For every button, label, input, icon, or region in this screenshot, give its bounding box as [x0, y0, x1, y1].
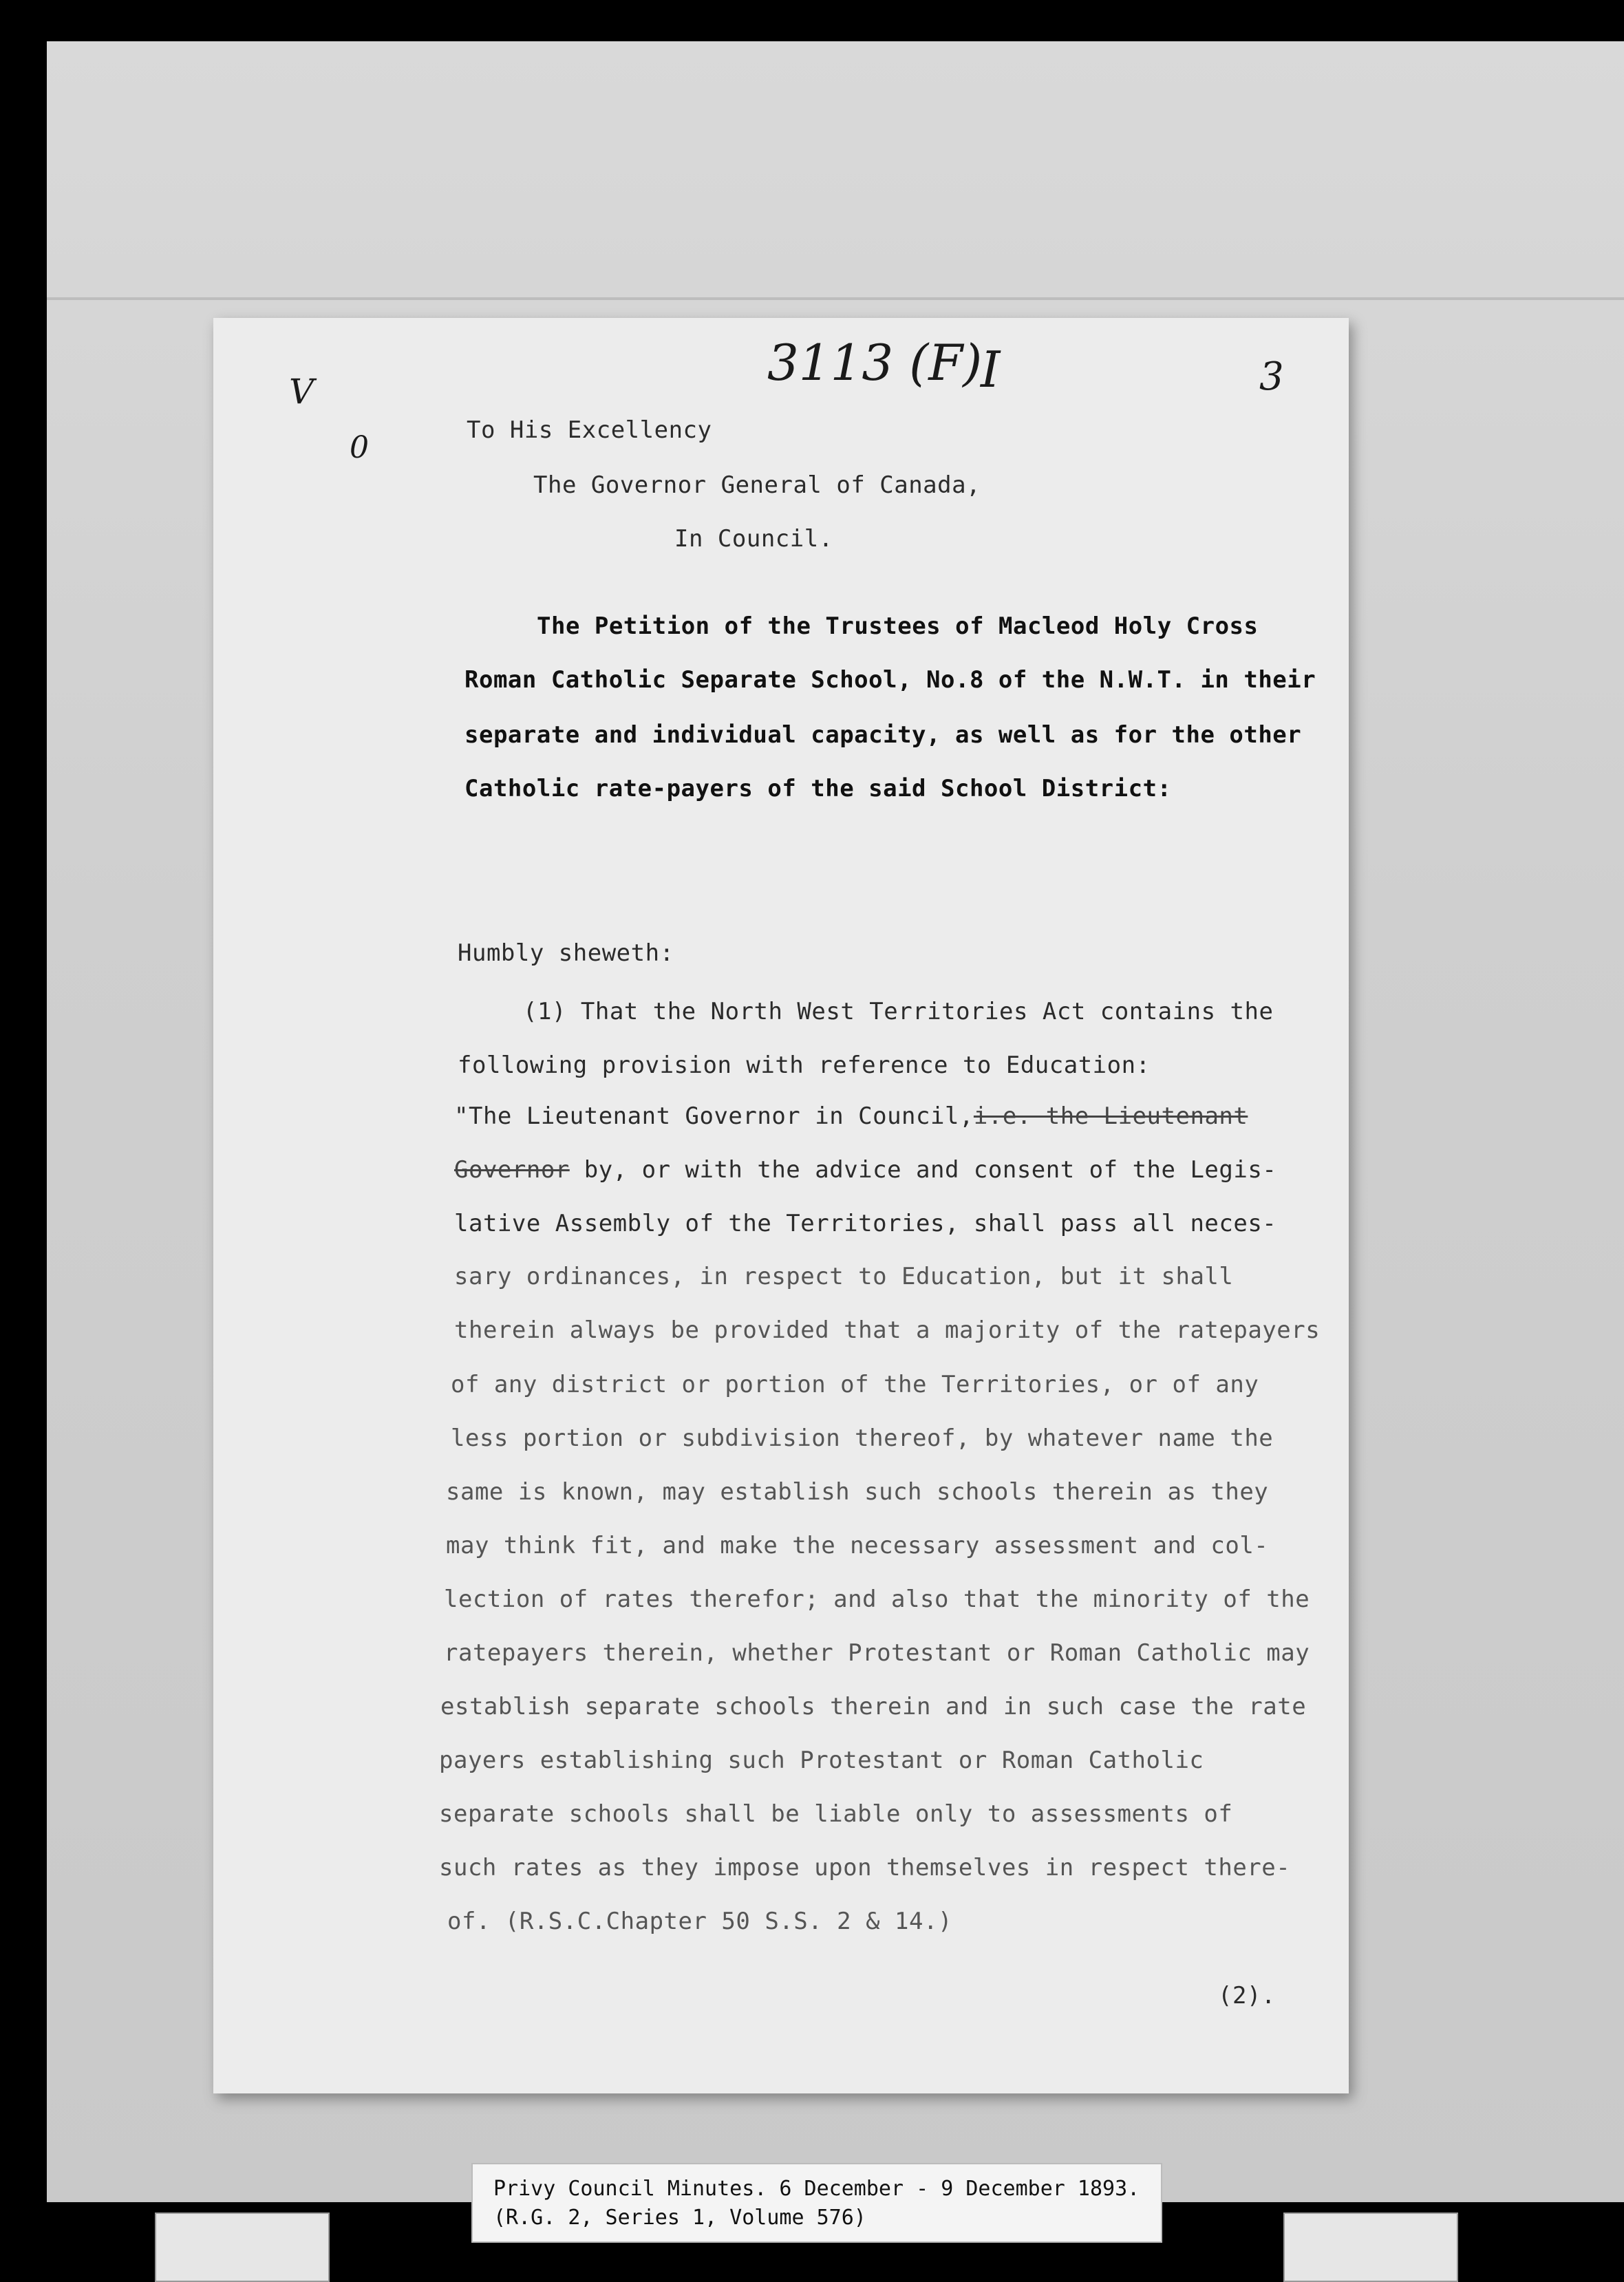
caption-line-2: (R.G. 2, Series 1, Volume 576) — [493, 2206, 866, 2230]
body-line-3-text: "The Lieutenant Governor in Council, — [454, 1102, 974, 1130]
body-line-2: following provision with reference to Education: — [458, 1052, 1151, 1079]
body-line-5: lative Assembly of the Territories, shall pass all neces- — [454, 1210, 1277, 1237]
body-line-4 — [454, 1156, 1276, 1184]
body-line-7: therein always be provided that a majority of the ratepayers — [454, 1316, 1321, 1344]
petition-line-3: separate and individual capacity, as well as for the other — [464, 721, 1302, 749]
archive-caption — [471, 2163, 1162, 2243]
address-line-3: In Council. — [674, 525, 833, 553]
body-line-13: ratepayers therein, whether Protestant or Roman Catholic may — [444, 1639, 1310, 1667]
body-line-18: of. (R.S.C.Chapter 50 S.S. 2 & 14.) — [447, 1908, 952, 1935]
address-line-2: The Governor General of Canada, — [533, 471, 981, 499]
handwritten-margin-zero: 0 — [350, 430, 369, 465]
body-line-11: may think fit, and make the necessary assessment and col- — [446, 1532, 1269, 1559]
body-line-4-text: by, or with the advice and consent of the Legis- — [569, 1156, 1277, 1184]
mount-tab-left — [155, 2212, 330, 2282]
body-line-3 — [454, 1102, 1248, 1130]
address-line-1: To His Excellency — [467, 416, 712, 444]
mount-crease — [47, 297, 1624, 300]
handwritten-page-number: 3 — [1259, 354, 1284, 399]
handwritten-file-number: 3113 (F) — [767, 334, 983, 392]
petition-line-1: The Petition of the Trustees of Macleod Holy Cross — [537, 612, 1259, 640]
body-line-15: payers establishing such Protestant or Roman Catholic — [439, 1747, 1204, 1774]
body-heading: Humbly sheweth: — [458, 939, 674, 967]
body-line-17: such rates as they impose upon themselves in respect there- — [439, 1854, 1291, 1881]
struck-text-1: i.e. the Lieutenant — [973, 1102, 1248, 1130]
caption-line-1: Privy Council Minutes. 6 December - 9 December 1893. — [493, 2177, 1140, 2201]
handwritten-margin-mark: V — [289, 372, 314, 412]
body-line-9: less portion or subdivision thereof, by whatever name the — [451, 1425, 1274, 1452]
body-line-6: sary ordinances, in respect to Education, but it shall — [454, 1263, 1234, 1290]
mount-tab-right — [1283, 2212, 1458, 2282]
body-line-1: (1) That the North West Territories Act contains the — [523, 998, 1274, 1025]
petition-line-2: Roman Catholic Separate School, No.8 of the N.W.T. in their — [464, 666, 1316, 694]
struck-text-2: Governor — [454, 1156, 570, 1184]
petition-line-4: Catholic rate-payers of the said School District: — [464, 775, 1172, 802]
body-line-12: lection of rates therefor; and also that the minority of the — [444, 1586, 1310, 1613]
body-line-8: of any district or portion of the Territories, or of any — [451, 1371, 1259, 1398]
handwritten-roman-numeral: I — [981, 341, 1001, 398]
body-line-14: establish separate schools therein and in such case the rate — [440, 1693, 1307, 1720]
body-line-16: separate schools shall be liable only to assessments of — [439, 1800, 1233, 1828]
body-line-10: same is known, may establish such schools therein as they — [446, 1478, 1269, 1506]
page-continuation-marker: (2). — [1218, 1982, 1276, 2009]
